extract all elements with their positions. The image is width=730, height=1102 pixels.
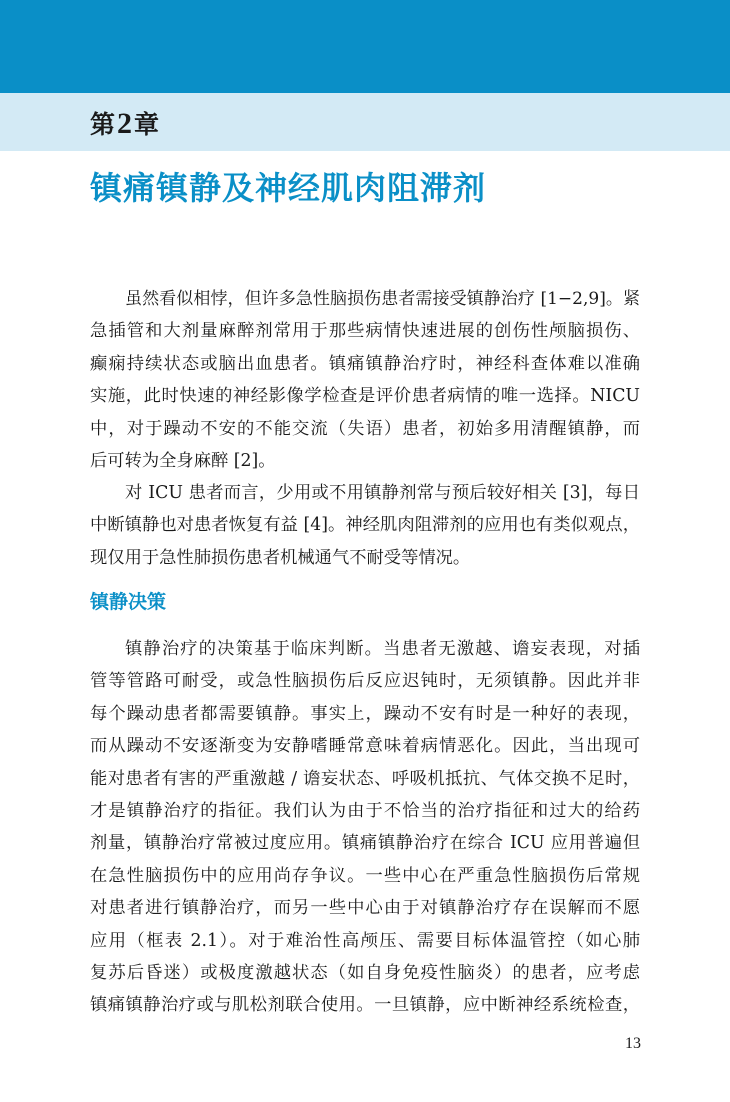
chapter-label (90, 108, 159, 141)
paragraph-line: 在急性脑损伤中的应用尚存争议。一些中心在严重急性脑损伤后常规 (90, 865, 640, 886)
paragraph-line: 复苏后昏迷）或极度激越状态（如自身免疫性脑炎）的患者，应考虑 (90, 962, 640, 983)
paragraph-line: 镇痛镇静治疗或与肌松剂联合使用。一旦镇静，应中断神经系统检查， (90, 995, 640, 1016)
paragraph-line: 中，对于躁动不安的不能交流（失语）患者，初始多用清醒镇静，而 (90, 418, 640, 439)
paragraph-line: 实施，此时快速的神经影像学检查是评价患者病情的唯一选择。NICU (90, 386, 640, 407)
paragraph-line: 应用（框表 2.1）。对于难治性高颅压、需要目标体温管控（如心肺 (90, 930, 640, 951)
paragraph-line: 管等管路可耐受，或急性脑损伤后反应迟钝时，无须镇静。因此并非 (90, 671, 640, 692)
chapter-label-suffix: 章 (134, 110, 160, 139)
paragraph-line: 剂量，镇静治疗常被过度应用。镇痛镇静治疗在综合 ICU 应用普遍但 (90, 833, 640, 854)
page-number: 13 (625, 1035, 641, 1052)
paragraph-1 (90, 283, 640, 477)
chapter-label-prefix: 第 (90, 110, 116, 139)
header-color-band (0, 0, 730, 93)
paragraph-line: 癫痫持续状态或脑出血患者。镇痛镇静治疗时，神经科查体难以准确 (90, 353, 640, 374)
paragraph-line: 对患者进行镇静治疗，而另一些中心由于对镇静治疗存在误解而不愿 (90, 898, 640, 919)
paragraph-line: 急插管和大剂量麻醉剂常用于那些病情快速进展的创伤性颅脑损伤、 (90, 321, 640, 342)
paragraph-2 (90, 477, 640, 574)
paragraph-line: 镇静治疗的决策基于临床判断。当患者无激越、谵妄表现，对插 (125, 639, 640, 659)
section-heading: 镇静决策 (90, 591, 167, 613)
paragraph-line: 而从躁动不安逐渐变为安静嗜睡常意味着病情恶化。因此，当出现可 (90, 736, 640, 757)
paragraph-line: 能对患者有害的严重激越 / 谵妄状态、呼吸机抵抗、气体交换不足时， (90, 768, 640, 789)
paragraph-line: 现仅用于急性肺损伤患者机械通气不耐受等情况。 (90, 547, 471, 568)
paragraph-line: 每个躁动患者都需要镇静。事实上，躁动不安有时是一种好的表现， (90, 703, 640, 724)
section-paragraph (90, 633, 640, 1022)
paragraph-line: 后可转为全身麻醉 [2]。 (90, 450, 276, 471)
chapter-number: 2 (117, 107, 133, 140)
paragraph-line: 才是镇静治疗的指征。我们认为由于不恰当的治疗指征和过大的给药 (90, 800, 640, 821)
chapter-title: 镇痛镇静及神经肌肉阻滞剂 (90, 169, 487, 207)
paragraph-line: 中断镇静也对患者恢复有益 [4]。神经肌肉阻滞剂的应用也有类似观点， (90, 515, 640, 536)
paragraph-line: 虽然看似相悖，但许多急性脑损伤患者需接受镇静治疗 [1−2,9]。紧 (125, 289, 640, 309)
paragraph-line: 对 ICU 患者而言，少用或不用镇静剂常与预后较好相关 [3]，每日 (125, 483, 640, 503)
